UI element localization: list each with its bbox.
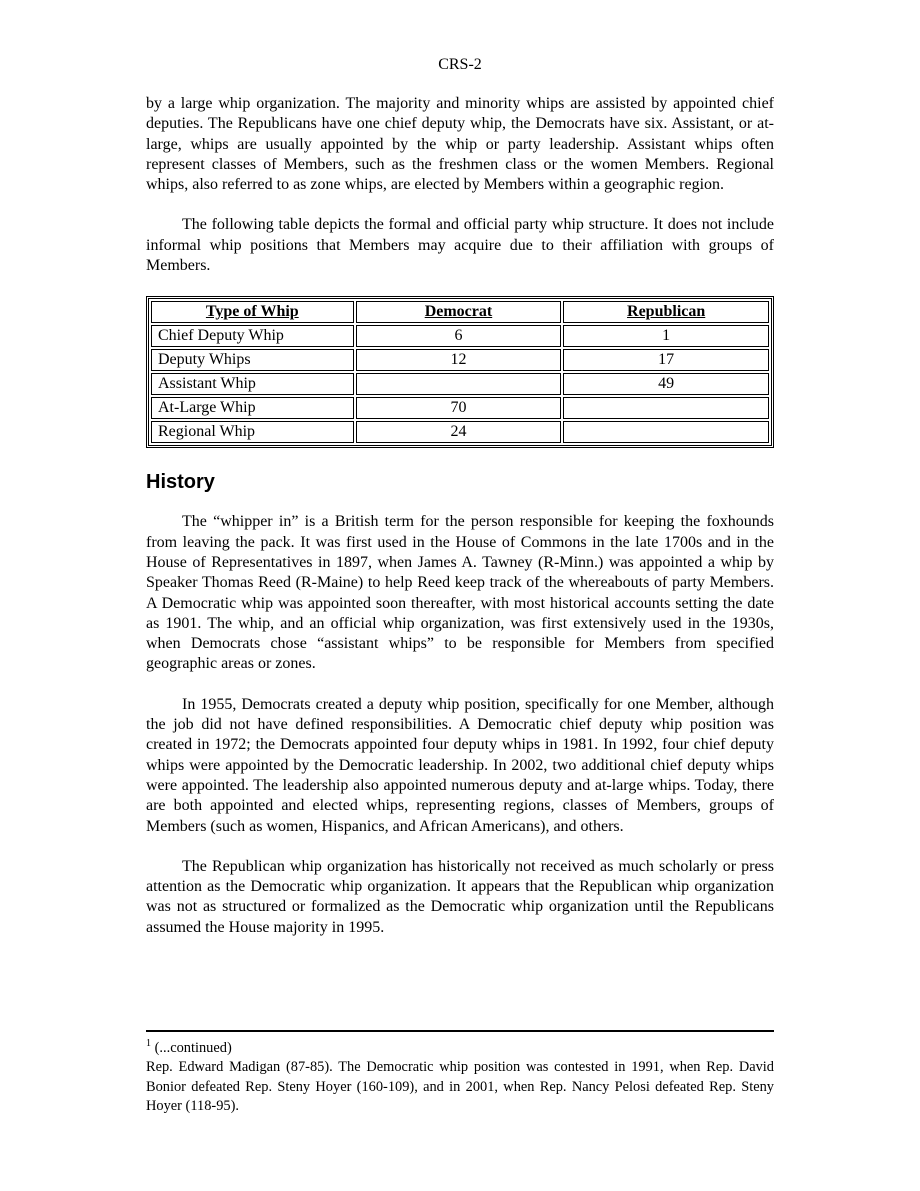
table-cell-type: Chief Deputy Whip: [151, 325, 354, 347]
table-row: [151, 349, 769, 371]
column-header-type: Type of Whip: [151, 301, 354, 323]
table-row: [151, 397, 769, 419]
footnote-continued-label: (...continued): [154, 1040, 232, 1056]
table-cell-republican: [563, 397, 769, 419]
table-cell-type: Regional Whip: [151, 421, 354, 443]
history-paragraph-2: In 1955, Democrats created a deputy whip position, specifically for one Member, although the job did not have defined responsibilities. A Democratic chief deputy whip position was created in 1972; the Democrats appointed four deputy whips in 1981. In 1992, four chief deputy whips were appointed by the Democratic leadership. In 2002, two additional chief deputy whips were appointed. The leadership also appointed numerous deputy and at-large whips. Today, there are both appointed and elected whips, representing regions, classes of Members, groups of Members (such as women, Hispanics, and African Americans), and others.: [146, 695, 774, 835]
table-cell-republican: 49: [563, 373, 769, 395]
footnote-text: Rep. Edward Madigan (87-85). The Democratic whip position was contested in 1991, when Rep. David Bonior defeated Rep. Steny Hoyer (160-109), and in 2001, when Rep. Nancy Pelosi defeated Rep. Steny Hoyer (118-95).: [146, 1059, 774, 1115]
table-cell-democrat: 6: [356, 325, 562, 347]
history-paragraph-1: The “whipper in” is a British term for the person responsible for keeping the foxhounds from leaving the pack. It was first used in the House of Commons in the late 1700s and in the House of Representatives in 1897, when James A. Tawney (R-Minn.) was appointed a whip by Speaker Thomas Reed (R-Maine) to help Reed keep track of the whereabouts of party Members. A Democratic whip was appointed soon thereafter, with most historical accounts setting the date as 1901. The whip, and an official whip organization, was first extensively used in the 1930s, when Democrats chose “assistant whips” to be responsible for Members from specified geographic areas or zones.: [146, 513, 774, 673]
intro-paragraph-1: by a large whip organization. The majority and minority whips are assisted by appointed chief deputies. The Republicans have one chief deputy whip, the Democrats have six. Assistant, or at-large, whips are usually appointed by the whip or party leadership. Assistant whips often represent classes of Members, such as the freshmen class or the women Members. Regional whips, also referred to as zone whips, are elected by Members within a geographic region.: [146, 95, 774, 194]
table-row: [151, 325, 769, 347]
table-cell-democrat: 12: [356, 349, 562, 371]
table-cell-democrat: [356, 373, 562, 395]
intro-paragraph-2: The following table depicts the formal and official party whip structure. It does not include informal whip positions that Members may acquire due to their affiliation with groups of Members.: [146, 216, 774, 275]
page-number-header: CRS-2: [438, 56, 482, 73]
history-paragraph-3: The Republican whip organization has historically not received as much scholarly or press attention as the Democratic whip organization. It appears that the Republican whip organization was not as structured or formalized as the Democratic whip organization until the Republicans assumed the House majority in 1995.: [146, 857, 774, 936]
table-cell-type: Deputy Whips: [151, 349, 354, 371]
table-cell-democrat: 24: [356, 421, 562, 443]
table-cell-democrat: 70: [356, 397, 562, 419]
column-header-democrat: Democrat: [356, 301, 562, 323]
table-cell-republican: 17: [563, 349, 769, 371]
footnote-section: [146, 1039, 774, 1117]
document-body: [146, 94, 774, 938]
whip-structure-table: [146, 296, 774, 448]
table-cell-republican: [563, 421, 769, 443]
column-header-republican: Republican: [563, 301, 769, 323]
table-cell-type: Assistant Whip: [151, 373, 354, 395]
footnote-marker: 1: [146, 1038, 151, 1050]
footnote-continued-line: [146, 1039, 774, 1058]
history-heading: History: [146, 471, 215, 494]
table-row: [151, 373, 769, 395]
table-cell-type: At-Large Whip: [151, 397, 354, 419]
table-cell-republican: 1: [563, 325, 769, 347]
table-header-row: [151, 301, 769, 323]
footnote-divider: [146, 1030, 774, 1032]
table-row: [151, 421, 769, 443]
